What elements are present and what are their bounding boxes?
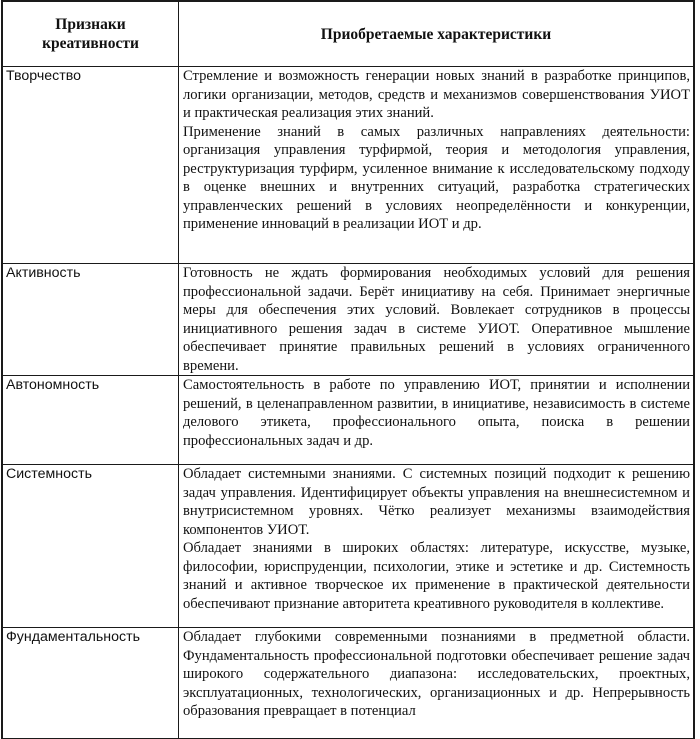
description-cell [179, 67, 694, 264]
description-paragraph: Обладает глубокими современными познаниями в предметной области. Фундаментальность профессиональной подготовки обеспечивает решение задач широкого содержательного диапазона: исследовательских, проектных, эксплуатационных, технологических, организационных и др. Непрерывность образования превращает в потенциал [183, 629, 690, 719]
description-paragraph: Обладает знаниями в широких областях: литературе, искусстве, музыке, философии, юриспруденции, психологии, этике и эстетике и др. Системность знаний и активное творческое их применение в практической деятельности обеспечивают признание авторитета креативного руководителя в коллективе. [183, 540, 690, 612]
header-characteristics: Приобретаемые характеристики [179, 2, 694, 67]
description-cell [179, 465, 694, 628]
header-criteria-line2: креативности [42, 35, 139, 52]
description-paragraph: Применение знаний в самых различных направлениях деятельности: организация управления турфирмой, теория и методология управления, реструктуризация турфирм, усиленное внимание к исследовательскому подходу в оценке внешних и внутренних ситуаций, разработка стратегических управленческих решений в условиях неопределённости и конкуренции, применение инноваций в реализации ИОТ и др. [183, 123, 690, 232]
table-row [3, 628, 694, 739]
description-paragraph: Самостоятельность в работе по управлению ИОТ, принятии и исполнении решений, в целенаправленном развитии, в инициативе, независимость в системе делового этикета, профессионального опыта, поиска в решении профессиональных задач и др. [183, 377, 690, 449]
description-paragraph: Обладает системными знаниями. С системных позиций подходит к решению задач управления. Идентифицирует объекты управления на внешнесистемном и внутрисистемном уровнях. Чётко реализует механизмы взаимодействия компонентов УИОТ. [183, 466, 690, 538]
description-paragraph: Готовность не ждать формирования необходимых условий для решения профессиональной задачи. Берёт инициативу на себя. Принимает энергичные меры для обеспечения этих условий. Вовлекает сотрудников в процессы инициативного решения задач в системе УИОТ. Оперативное мышление обеспечивает принятие правильных решений в условиях ограниченного времени. [183, 265, 690, 374]
table-row [3, 376, 694, 465]
criterion-cell: Творчество [3, 67, 179, 264]
description-cell [179, 264, 694, 376]
description-cell [179, 376, 694, 465]
table-row [3, 465, 694, 628]
header-criteria [3, 2, 179, 67]
creativity-table-frame [1, 0, 695, 739]
description-cell [179, 628, 694, 739]
criterion-cell: Фундаментальность [3, 628, 179, 739]
creativity-table [2, 1, 694, 739]
header-criteria-line1: Признаки [55, 16, 126, 33]
criterion-cell: Автономность [3, 376, 179, 465]
table-row [3, 67, 694, 264]
criterion-cell: Системность [3, 465, 179, 628]
table-header-row [3, 2, 694, 67]
criterion-cell: Активность [3, 264, 179, 376]
description-paragraph: Стремление и возможность генерации новых знаний в разработке принципов, логики организации, методов, средств и механизмов совершенствования УИОТ и практическая реализация этих знаний. [183, 68, 690, 121]
table-row [3, 264, 694, 376]
